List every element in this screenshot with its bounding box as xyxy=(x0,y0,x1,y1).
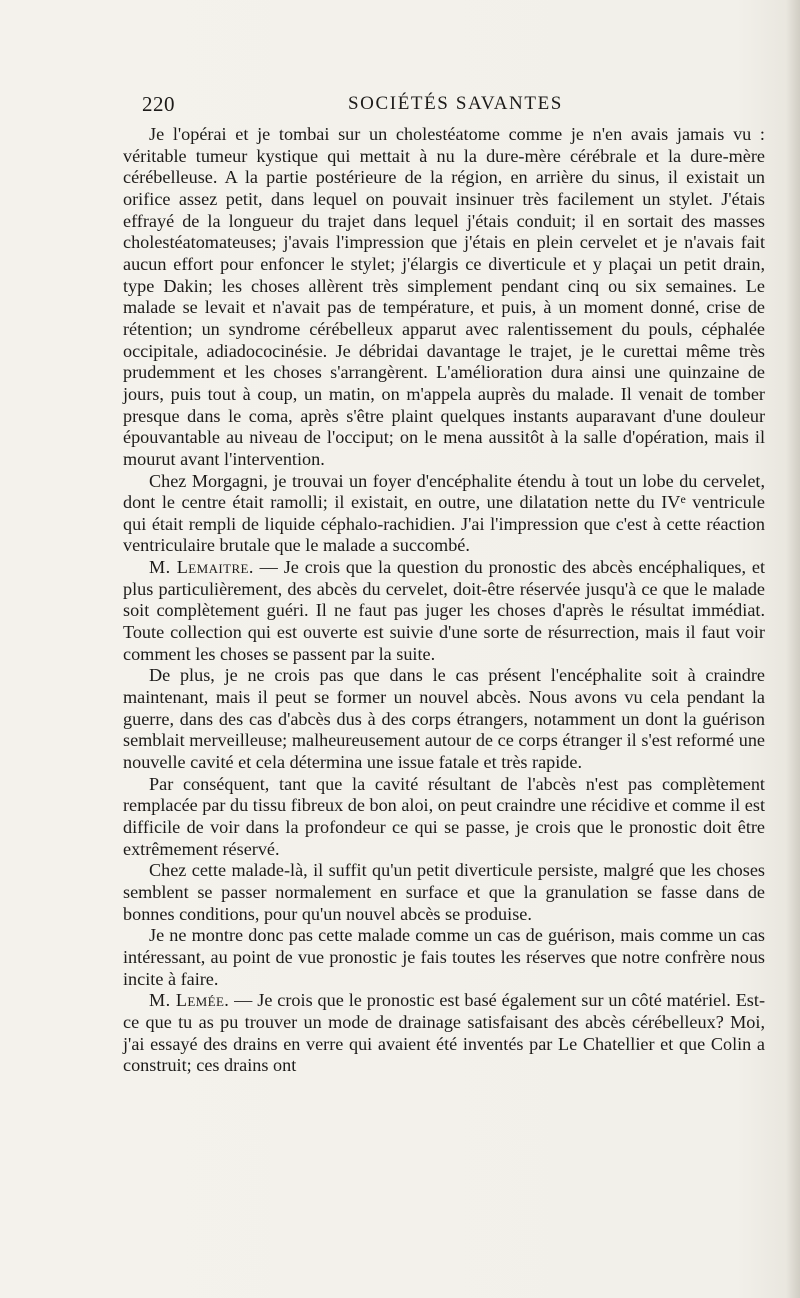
paragraph-new-abscess xyxy=(123,665,765,773)
speaker-name: M. Lemaitre. xyxy=(149,557,254,578)
ordinal-superscript: e xyxy=(680,492,686,507)
paragraph-text: — Je crois que la question du pronostic des abcès encéphaliques, et plus particulièrement, des abcès du cervelet, doit-être réservée jusqu'à ce que le malade soit complètement guéri. Il ne faut pas juger les choses d'après le résultat immédiat. Toute collection qui est ouverte est suivie d'une sorte de résurrection, mais il faut voir comment les choses se passent par la suite. xyxy=(123,557,766,664)
page-number: 220 xyxy=(142,92,175,116)
page-edge-shadow xyxy=(786,0,800,1298)
paragraph-prognosis xyxy=(123,774,765,861)
journal-title: SOCIÉTÉS SAVANTES xyxy=(348,93,563,114)
paragraph-text: ventricule qui était rempli de liquide céphalo-rachidien. J'ai l'impression que c'est à cette réaction ventriculaire brutale que le malade a succombé. xyxy=(123,492,765,556)
paragraph-opening-case xyxy=(123,124,765,471)
paragraph-text: Je ne montre donc pas cette malade comme un cas de guérison, mais comme un cas intéressant, au point de vue pronostic je fais toutes les réserves que notre confrère nous incite à faire. xyxy=(123,925,765,989)
paragraph-text: Chez Morgagni, je trouvai un foyer d'encéphalite étendu à tout un lobe du cervelet, dont le centre était ramolli; il existait, en outre, une dilatation nette du IV xyxy=(123,470,765,513)
paragraph-text: — Je crois que le pronostic est basé également sur un côté matériel. Est-ce que tu as pu trouver un mode de drainage satisfaisant des abcès cérébelleux? Moi, j'ai essayé des drains en verre qui avaient été inventés par Le Chatellier et que Colin a construit; ces drains ont xyxy=(123,990,765,1076)
paragraph-text: Je l'opérai et je tombai sur un cholestéatome comme je n'en avais jamais vu : véritable tumeur kystique qui mettait à nu la dure-mère cérébrale et la dure-mère cérébelleuse. A la partie postérieure de la région, en arrière du sinus, il existait un orifice assez petit, dans lequel on pouvait insinuer très facilement un stylet. J'étais effrayé de la longueur du trajet dans lequel j'étais conduit; il en sortait des masses cholestéatomateuses; j'avais l'impression que j'étais en plein cervelet et je n'avais fait aucun effort pour enfoncer le stylet; j'élargis ce diverticule et y plaçai un petit drain, type Dakin; les choses allèrent très simplement pendant cinq ou six semaines. Le malade se levait et n'avait pas de température, et puis, à un moment donné, crise de rétention; un syndrome cérébelleux apparut avec ralentissement du pouls, céphalée occipitale, adiadococinésie. Je débridai davantage le trajet, je le curettai même très prudemment et les choses s'arrangèrent. L'amélioration dura ainsi une quinzaine de jours, puis tout à coup, un matin, on m'appela auprès du malade. Il venait de tomber presque dans le coma, après s'être plaint quelques instants auparavant d'une douleur épouvantable au niveau de l'occiput; on le mena aussitôt à la salle d'opération, mais il mourut avant l'intervention. xyxy=(123,124,765,469)
paragraph-lemee-remark xyxy=(123,990,765,1077)
paragraph-diverticule xyxy=(123,860,765,925)
paragraph-text: De plus, je ne crois pas que dans le cas présent l'encéphalite soit à craindre maintenant, mais il peut se former un nouvel abcès. Nous avons vu cela pendant la guerre, dans des cas d'abcès dus à des corps étrangers, notamment un dont la guérison semblait merveilleuse; malheureusement autour de ce corps étranger il s'est reformé une nouvelle cavité et cela détermina une issue fatale et très rapide. xyxy=(123,665,765,773)
paragraph-reserves xyxy=(123,925,765,990)
paragraph-text: Chez cette malade-là, il suffit qu'un petit diverticule persiste, malgré que les choses semblent se passer normalement en surface et que la granulation se fasse dans de bonnes conditions, pour qu'un nouvel abcès se produise. xyxy=(123,860,765,924)
paragraph-autopsy xyxy=(123,471,765,558)
running-head xyxy=(142,92,754,118)
body-text xyxy=(123,124,765,1077)
paragraph-text: Par conséquent, tant que la cavité résultant de l'abcès n'est pas complètement remplacée par du tissu fibreux de bon aloi, on peut craindre une récidive et comme il est difficile de voir dans la profondeur ce qui se passe, je crois que le pronostic doit être extrêmement réservé. xyxy=(123,773,765,859)
speaker-name: M. Lemée. xyxy=(149,990,230,1011)
paragraph-lemaitre-remark xyxy=(123,557,765,665)
